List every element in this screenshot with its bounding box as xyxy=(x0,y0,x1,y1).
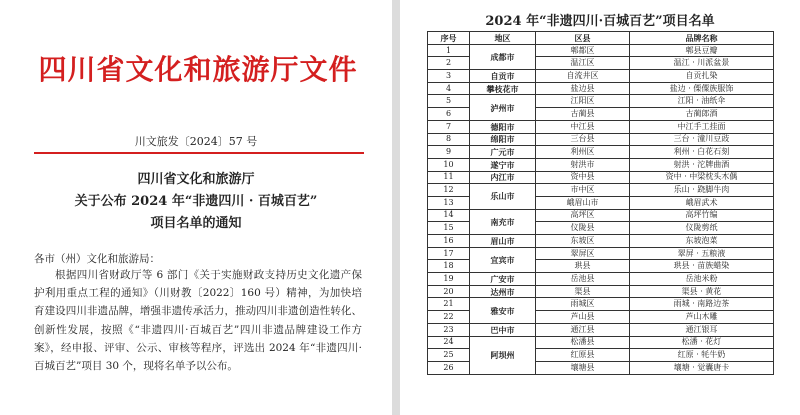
row-county: 壤塘县 xyxy=(536,361,630,374)
row-region: 眉山市 xyxy=(470,235,536,248)
row-brand: 三台 · 潼川豆豉 xyxy=(630,133,774,146)
row-number: 20 xyxy=(428,285,470,298)
row-county: 高坪区 xyxy=(536,209,630,222)
table-row xyxy=(428,133,774,146)
row-county: 市中区 xyxy=(536,184,630,197)
row-county: 松潘县 xyxy=(536,336,630,349)
row-brand: 乐山 · 跷脚牛肉 xyxy=(630,184,774,197)
row-brand: 通江银耳 xyxy=(630,323,774,336)
document-number: 川文旅发〔2024〕57 号 xyxy=(134,135,258,148)
table-row xyxy=(428,171,774,184)
row-region: 雅安市 xyxy=(470,298,536,323)
row-brand: 东坡泡菜 xyxy=(630,235,774,248)
table-header-row xyxy=(428,32,774,45)
row-brand: 利州 · 白花石刻 xyxy=(630,146,774,159)
row-brand: 自贡扎染 xyxy=(630,70,774,83)
row-brand: 盐边 · 傈僳族服饰 xyxy=(630,82,774,95)
row-number: 1 xyxy=(428,44,470,57)
row-brand: 红原 · 牦牛奶 xyxy=(630,349,774,362)
row-region: 成都市 xyxy=(470,44,536,69)
row-region: 阿坝州 xyxy=(470,336,536,374)
row-region: 广元市 xyxy=(470,146,536,159)
row-county: 古蔺县 xyxy=(536,108,630,121)
red-divider-line xyxy=(34,152,364,154)
row-region: 巴中市 xyxy=(470,323,536,336)
notice-body-paragraph: 根据四川省财政厅等 6 部门《关于实施财政支持历史文化遗产保护利用重点工程的通知》（川财教〔2022〕160 号）精神，为加快培育建设四川非遗品牌，增强非遗传承活力，推动四川非遗创造性转化、创新性发展，按照《“非遗四川·百城百艺”四川非遗品牌建设工作方案》，经申报、评审、公示、审核等程序，评选出 2024 年“非遗四川·百城百艺”项目 30 个，现将名单予以公布。 xyxy=(34,269,362,373)
row-number: 4 xyxy=(428,82,470,95)
page-gutter xyxy=(392,0,400,415)
row-region: 德阳市 xyxy=(470,120,536,133)
row-county: 资中县 xyxy=(536,171,630,184)
row-brand: 壤塘 · 觉囊唐卡 xyxy=(630,361,774,374)
row-number: 19 xyxy=(428,273,470,286)
table-row xyxy=(428,95,774,108)
row-county: 东坡区 xyxy=(536,235,630,248)
row-brand: 资中 · 中梁枕头木偶 xyxy=(630,171,774,184)
row-brand: 郫县豆瓣 xyxy=(630,44,774,57)
row-number: 18 xyxy=(428,260,470,273)
row-region: 泸州市 xyxy=(470,95,536,120)
notice-title-line-2: 关于公布 2024 年“非遗四川 · 百城百艺” xyxy=(74,194,318,209)
table-row xyxy=(428,120,774,133)
row-county: 岳池县 xyxy=(536,273,630,286)
table-row xyxy=(428,158,774,171)
right-document-page xyxy=(400,0,800,415)
table-row xyxy=(428,235,774,248)
row-brand: 雨城 · 南路边茶 xyxy=(630,298,774,311)
salutation: 各市（州）文化和旅游局： xyxy=(34,253,160,265)
project-list-table xyxy=(427,31,774,375)
row-region: 绵阳市 xyxy=(470,133,536,146)
row-county: 通江县 xyxy=(536,323,630,336)
row-region: 宜宾市 xyxy=(470,247,536,272)
row-region: 遂宁市 xyxy=(470,158,536,171)
header-brand: 品牌名称 xyxy=(630,32,774,45)
red-header-title: 四川省文化和旅游厅文件 xyxy=(38,53,358,86)
row-county: 郫都区 xyxy=(536,44,630,57)
table-row xyxy=(428,209,774,222)
row-county: 三台县 xyxy=(536,133,630,146)
row-region: 内江市 xyxy=(470,171,536,184)
row-county: 中江县 xyxy=(536,120,630,133)
row-county: 温江区 xyxy=(536,57,630,70)
table-row xyxy=(428,82,774,95)
row-number: 16 xyxy=(428,235,470,248)
row-county: 红原县 xyxy=(536,349,630,362)
row-brand: 温江 · 川派盆景 xyxy=(630,57,774,70)
row-number: 6 xyxy=(428,108,470,121)
row-region: 南充市 xyxy=(470,209,536,234)
row-brand: 岳池米粉 xyxy=(630,273,774,286)
row-number: 13 xyxy=(428,196,470,209)
row-number: 8 xyxy=(428,133,470,146)
row-number: 22 xyxy=(428,311,470,324)
row-county: 盐边县 xyxy=(536,82,630,95)
table-row xyxy=(428,298,774,311)
row-number: 17 xyxy=(428,247,470,260)
table-row xyxy=(428,336,774,349)
table-row xyxy=(428,273,774,286)
row-brand: 中江手工挂面 xyxy=(630,120,774,133)
row-brand: 古蔺郎酒 xyxy=(630,108,774,121)
table-row xyxy=(428,146,774,159)
row-county: 江阳区 xyxy=(536,95,630,108)
header-no: 序号 xyxy=(428,32,470,45)
row-brand: 射洪 · 沱牌曲酒 xyxy=(630,158,774,171)
row-number: 3 xyxy=(428,70,470,83)
row-number: 24 xyxy=(428,336,470,349)
left-document-page xyxy=(0,0,392,415)
header-county: 区县 xyxy=(536,32,630,45)
row-number: 5 xyxy=(428,95,470,108)
row-number: 10 xyxy=(428,158,470,171)
row-number: 12 xyxy=(428,184,470,197)
row-region: 攀枝花市 xyxy=(470,82,536,95)
row-brand: 芦山木雕 xyxy=(630,311,774,324)
row-number: 15 xyxy=(428,222,470,235)
row-county: 仪陇县 xyxy=(536,222,630,235)
table-row xyxy=(428,323,774,336)
row-number: 25 xyxy=(428,349,470,362)
row-region: 达州市 xyxy=(470,285,536,298)
row-number: 7 xyxy=(428,120,470,133)
row-brand: 峨眉武术 xyxy=(630,196,774,209)
table-row xyxy=(428,184,774,197)
header-region: 地区 xyxy=(470,32,536,45)
row-county: 珙县 xyxy=(536,260,630,273)
row-number: 26 xyxy=(428,361,470,374)
row-region: 乐山市 xyxy=(470,184,536,209)
row-county: 自流井区 xyxy=(536,70,630,83)
table-row xyxy=(428,44,774,57)
row-number: 23 xyxy=(428,323,470,336)
row-number: 2 xyxy=(428,57,470,70)
row-county: 雨城区 xyxy=(536,298,630,311)
row-county: 利州区 xyxy=(536,146,630,159)
row-number: 11 xyxy=(428,171,470,184)
row-region: 广安市 xyxy=(470,273,536,286)
row-brand: 松潘 · 花灯 xyxy=(630,336,774,349)
row-number: 21 xyxy=(428,298,470,311)
row-number: 14 xyxy=(428,209,470,222)
row-brand: 高坪竹编 xyxy=(630,209,774,222)
row-county: 峨眉山市 xyxy=(536,196,630,209)
notice-title-line-1: 四川省文化和旅游厅 xyxy=(137,172,255,187)
row-brand: 珙县 · 苗族蜡染 xyxy=(630,260,774,273)
row-county: 芦山县 xyxy=(536,311,630,324)
table-row xyxy=(428,70,774,83)
row-brand: 江阳 · 油纸伞 xyxy=(630,95,774,108)
row-brand: 渠县 · 黄花 xyxy=(630,285,774,298)
table-row xyxy=(428,285,774,298)
notice-title-line-3: 项目名单的通知 xyxy=(150,216,242,231)
row-region: 自贡市 xyxy=(470,70,536,83)
row-county: 渠县 xyxy=(536,285,630,298)
row-number: 9 xyxy=(428,146,470,159)
row-county: 射洪市 xyxy=(536,158,630,171)
row-county: 翠屏区 xyxy=(536,247,630,260)
row-brand: 仪陇剪纸 xyxy=(630,222,774,235)
table-row xyxy=(428,247,774,260)
row-brand: 翠屏 · 五粮液 xyxy=(630,247,774,260)
list-title: 2024 年“非遗四川·百城百艺”项目名单 xyxy=(485,14,715,29)
